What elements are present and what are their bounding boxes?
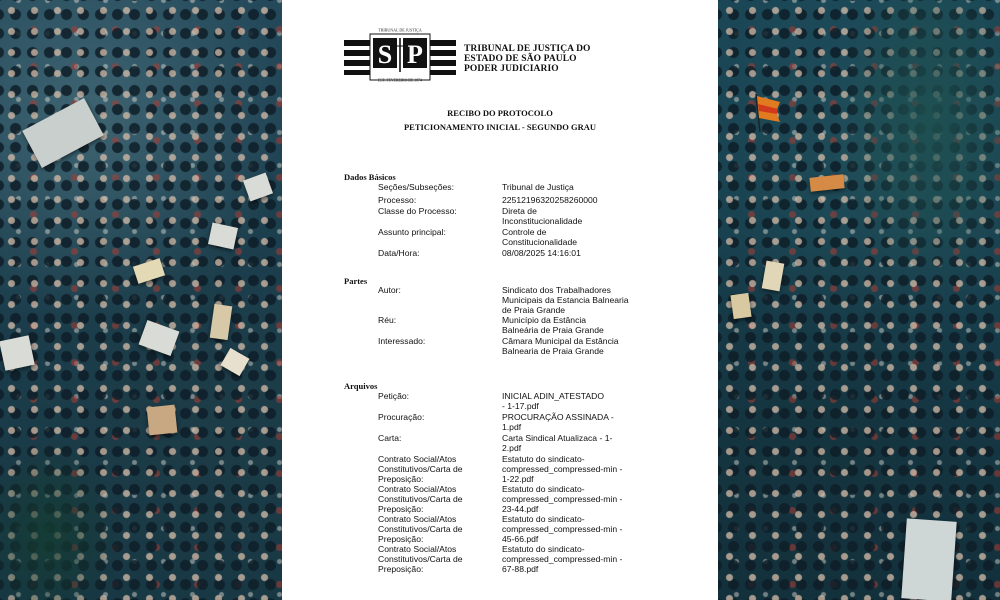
- seal-letter-p: P: [407, 40, 423, 69]
- file-name: Estatuto do sindicato-compressed_compressed-min - 67-88.pdf: [502, 544, 623, 574]
- field-value: Município da Estância Balneária de Praia Grande: [502, 315, 604, 335]
- field-label: Processo:: [378, 195, 417, 205]
- protest-sign: [730, 293, 751, 319]
- field-value: Direta de Inconstitucionalidade: [502, 206, 583, 226]
- file-name: Estatuto do sindicato-compressed_compressed-min - 45-66.pdf: [502, 514, 623, 544]
- file-name: INICIAL ADIN_ATESTADO - 1-17.pdf: [502, 391, 605, 411]
- file-type-label: Carta:: [378, 433, 402, 443]
- field-label: Data/Hora:: [378, 248, 420, 258]
- tree-foliage: [828, 0, 1000, 300]
- file-type-label: Procuração:: [378, 412, 425, 422]
- field-label: Interessado:: [378, 336, 426, 346]
- document-title: [282, 108, 718, 136]
- protest-sign: [147, 405, 178, 436]
- field-value: 08/08/2025 14:16:01: [502, 248, 581, 258]
- tree-foliage: [0, 440, 120, 600]
- court-line-1: TRIBUNAL DE JUSTIÇA DO: [464, 44, 591, 54]
- flag-icon: [752, 92, 784, 132]
- background-photo-right: [718, 0, 1000, 600]
- section-heading-arquivos: Arquivos: [344, 381, 378, 391]
- field-value: Sindicato dos Trabalhadores Municipais da Estancia Balnearia de Praia Grande: [502, 285, 629, 315]
- field-value: 22512196320258260000: [502, 195, 598, 205]
- field-value: Tribunal de Justiça: [502, 182, 574, 192]
- court-name: [464, 44, 591, 74]
- field-value: Câmara Municipal da Estância Balnearia de Praia Grande: [502, 336, 619, 356]
- section-heading-partes: Partes: [344, 276, 368, 286]
- file-type-label: Contrato Social/Atos Constitutivos/Carta de Preposição:: [378, 484, 463, 514]
- background-photo-left: [0, 0, 282, 600]
- file-type-label: Contrato Social/Atos Constitutivos/Carta de Preposição:: [378, 544, 463, 574]
- field-label: Classe do Processo:: [378, 206, 457, 216]
- field-label: Autor:: [378, 285, 401, 295]
- file-type-label: Contrato Social/Atos Constitutivos/Carta de Preposição:: [378, 454, 463, 484]
- file-type-label: Contrato Social/Atos Constitutivos/Carta de Preposição:: [378, 514, 463, 544]
- seal-bottom-text: EST. FEVEREIRO DE 1874: [378, 78, 422, 83]
- field-label: Seções/Subseções:: [378, 182, 454, 192]
- field-label: Assunto principal:: [378, 227, 446, 237]
- court-line-2: ESTADO DE SÃO PAULO: [464, 54, 577, 64]
- protest-sign: [0, 335, 35, 371]
- seal-letter-s: S: [377, 40, 393, 69]
- court-line-3: PODER JUDICIARIO: [464, 64, 559, 74]
- file-name: Estatuto do sindicato-compressed_compressed-min - 1-22.pdf: [502, 454, 623, 484]
- file-name: Carta Sindical Atualizaca - 1-2.pdf: [502, 433, 613, 453]
- section-heading-dados-basicos: Dados Básicos: [344, 172, 396, 182]
- protest-sign: [901, 518, 956, 600]
- seal-top-text: TRIBUNAL DE JUSTIÇA: [378, 27, 422, 33]
- court-seal-logo: [344, 26, 456, 84]
- file-name: Estatuto do sindicato-compressed_compressed-min - 23-44.pdf: [502, 484, 623, 514]
- title-receipt: RECIBO DO PROTOCOLO: [447, 108, 553, 118]
- field-label: Réu:: [378, 315, 397, 325]
- field-value: Controle de Constitucionalidade: [502, 227, 578, 247]
- protocol-receipt-document: [282, 0, 718, 600]
- file-type-label: Petição:: [378, 391, 410, 401]
- file-name: PROCURAÇÃO ASSINADA - 1.pdf: [502, 412, 614, 432]
- title-petition-type: PETICIONAMENTO INICIAL - SEGUNDO GRAU: [403, 122, 597, 132]
